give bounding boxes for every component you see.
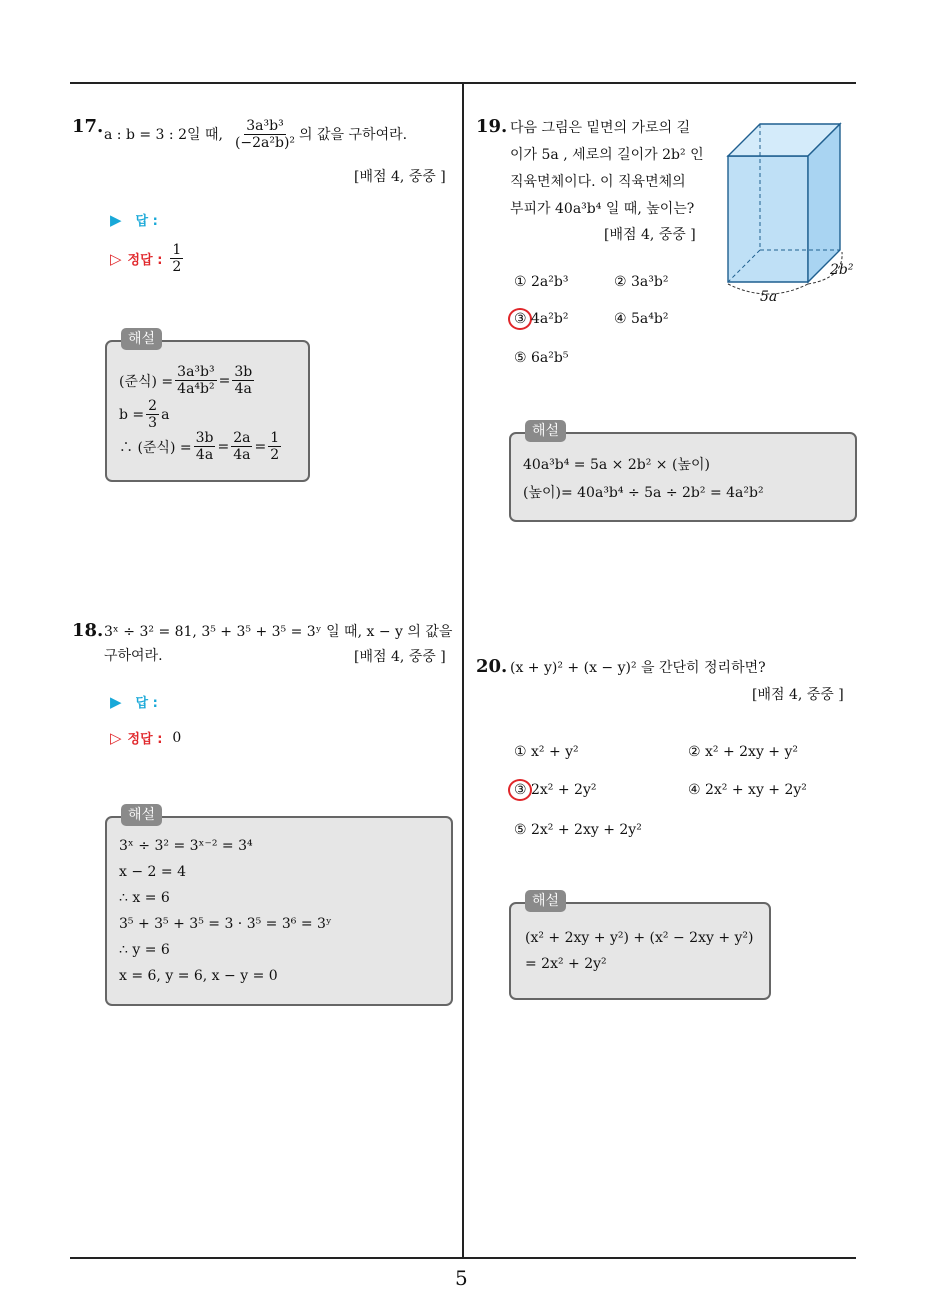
explanation-fraction	[146, 398, 159, 431]
column-divider	[462, 83, 464, 1258]
answer-label: 답 :	[135, 214, 158, 229]
choice-1[interactable]: ① x² + y²	[514, 744, 579, 760]
question-text-line: 3ˣ ÷ 3² = 81, 3⁵ + 3⁵ + 3⁵ = 3ʸ 일 때, x − y 의 값을	[104, 624, 453, 640]
choice-2[interactable]: ② 3a³b²	[614, 274, 669, 290]
fraction-denominator: 4a	[195, 447, 214, 463]
fraction-numerator: 3a³b³	[177, 364, 215, 380]
equals-sign: =	[254, 438, 267, 455]
explanation-line: (x² + 2xy + y²) + (x² − 2xy + y²)	[525, 930, 754, 946]
choice-4[interactable]: ④ 2x² + xy + 2y²	[688, 782, 807, 798]
explanation-fraction	[231, 430, 252, 463]
correct-answer-row	[110, 242, 185, 275]
answer-label: 답 :	[135, 696, 158, 711]
figure-label-depth: 2b²	[830, 262, 854, 278]
explanation-fraction	[232, 364, 254, 397]
question-text-line: 직육면체이다. 이 직육면체의	[510, 174, 686, 190]
bottom-rule	[70, 1257, 856, 1259]
choice-5[interactable]: ⑤ 2x² + 2xy + 2y²	[514, 822, 642, 838]
fraction-denominator: 4a	[233, 447, 251, 463]
explanation-line: (높이)= 40a³b⁴ ÷ 5a ÷ 2b² = 4a²b²	[523, 485, 764, 501]
correct-arrow-icon: ▷	[110, 249, 122, 268]
equals-sign: =	[218, 372, 231, 389]
explanation-text: ∴ (준식) =	[119, 439, 192, 456]
explanation-line: = 2x² + 2y²	[525, 956, 607, 972]
question-text-suffix: 의 값을 구하여라.	[299, 126, 408, 143]
question-fraction	[233, 118, 297, 151]
explanation-line	[119, 364, 256, 397]
question-text-line: 다음 그림은 밑면의 가로의 길	[510, 120, 691, 136]
correct-answer-row	[110, 728, 181, 747]
explanation-line: 40a³b⁴ = 5a × 2b² × (높이)	[523, 457, 710, 473]
explanation-text: a	[161, 406, 170, 423]
equals-sign: =	[217, 438, 230, 455]
fraction-numerator: 1	[270, 430, 280, 446]
score-label: [배점 4, 중중 ]	[752, 687, 844, 703]
correct-answer-value	[170, 242, 183, 275]
explanation-line: x − 2 = 4	[119, 864, 186, 880]
explanation-tag: 해설	[525, 420, 566, 442]
choice-5[interactable]: ⑤ 6a²b⁵	[514, 350, 569, 366]
explanation-line: ∴ y = 6	[119, 942, 170, 958]
explanation-line	[119, 398, 169, 431]
fraction-numerator: 3b	[234, 364, 253, 380]
choice-3[interactable]: ③ 4a²b²	[514, 311, 569, 327]
fraction-denominator: (−2a²b)²	[234, 135, 296, 151]
choice-2[interactable]: ② x² + 2xy + y²	[688, 744, 799, 760]
correct-arrow-icon: ▷	[110, 728, 122, 747]
question-text-prefix: a : b = 3 : 2일 때,	[104, 126, 223, 143]
question-text-line: 구하여라.	[104, 648, 163, 664]
correct-label: 정답 :	[127, 732, 163, 747]
explanation-tag: 해설	[121, 328, 162, 350]
figure-label-width: 5a	[760, 289, 778, 305]
explanation-text: (준식) =	[119, 373, 174, 390]
explanation-box	[105, 807, 453, 1006]
explanation-box	[509, 423, 857, 522]
fraction-denominator: 4a⁴b²	[177, 381, 215, 397]
answer-row	[110, 210, 158, 229]
answer-row	[110, 692, 158, 711]
explanation-fraction	[194, 430, 216, 463]
fraction-denominator: 3	[148, 415, 158, 431]
explanation-fraction	[175, 364, 216, 397]
question-text-line: 부피가 40a³b⁴ 일 때, 높이는?	[510, 201, 695, 217]
question-number: 17.	[72, 116, 104, 137]
question-text	[104, 118, 407, 151]
cuboid-figure	[722, 118, 862, 310]
explanation-line	[119, 430, 283, 463]
fraction-numerator: 3a³b³	[246, 118, 284, 134]
correct-answer-value: 0	[172, 729, 182, 746]
question-number: 20.	[476, 656, 508, 677]
choice-3[interactable]: ③ 2x² + 2y²	[514, 782, 597, 798]
explanation-box	[105, 331, 310, 482]
explanation-line: x = 6, y = 6, x − y = 0	[119, 968, 278, 984]
explanation-line: 3ˣ ÷ 3² = 3ˣ⁻² = 3⁴	[119, 838, 253, 854]
page-number: 5	[455, 1266, 468, 1290]
question-text: (x + y)² + (x − y)² 을 간단히 정리하면?	[510, 660, 766, 676]
fraction-denominator: 4a	[234, 381, 252, 397]
question-number: 19.	[476, 116, 508, 137]
question-text-line: 이가 5a , 세로의 길이가 2b² 인	[510, 147, 704, 163]
fraction-numerator: 2a	[233, 430, 251, 446]
fraction-denominator: 2	[270, 447, 280, 463]
score-label: [배점 4, 중중 ]	[354, 649, 446, 665]
answer-arrow-icon: ▶	[110, 210, 122, 229]
correct-label: 정답 :	[127, 253, 163, 268]
score-label: [배점 4, 중중 ]	[354, 169, 446, 185]
cuboid-front-face	[728, 156, 808, 282]
explanation-line: ∴ x = 6	[119, 890, 170, 906]
explanation-tag: 해설	[525, 890, 566, 912]
explanation-fraction	[268, 430, 281, 463]
explanation-text: b =	[119, 406, 145, 423]
explanation-line: 3⁵ + 3⁵ + 3⁵ = 3 · 3⁵ = 3⁶ = 3ʸ	[119, 916, 332, 932]
score-label: [배점 4, 중중 ]	[604, 227, 696, 243]
correct-numerator: 1	[172, 242, 182, 258]
explanation-tag: 해설	[121, 804, 162, 826]
fraction-numerator: 3b	[195, 430, 214, 446]
choice-4[interactable]: ④ 5a⁴b²	[614, 311, 669, 327]
correct-denominator: 2	[172, 259, 182, 275]
choice-1[interactable]: ① 2a²b³	[514, 274, 569, 290]
question-number: 18.	[72, 620, 104, 641]
answer-arrow-icon: ▶	[110, 692, 122, 711]
explanation-box	[509, 893, 771, 1000]
fraction-numerator: 2	[148, 398, 158, 414]
